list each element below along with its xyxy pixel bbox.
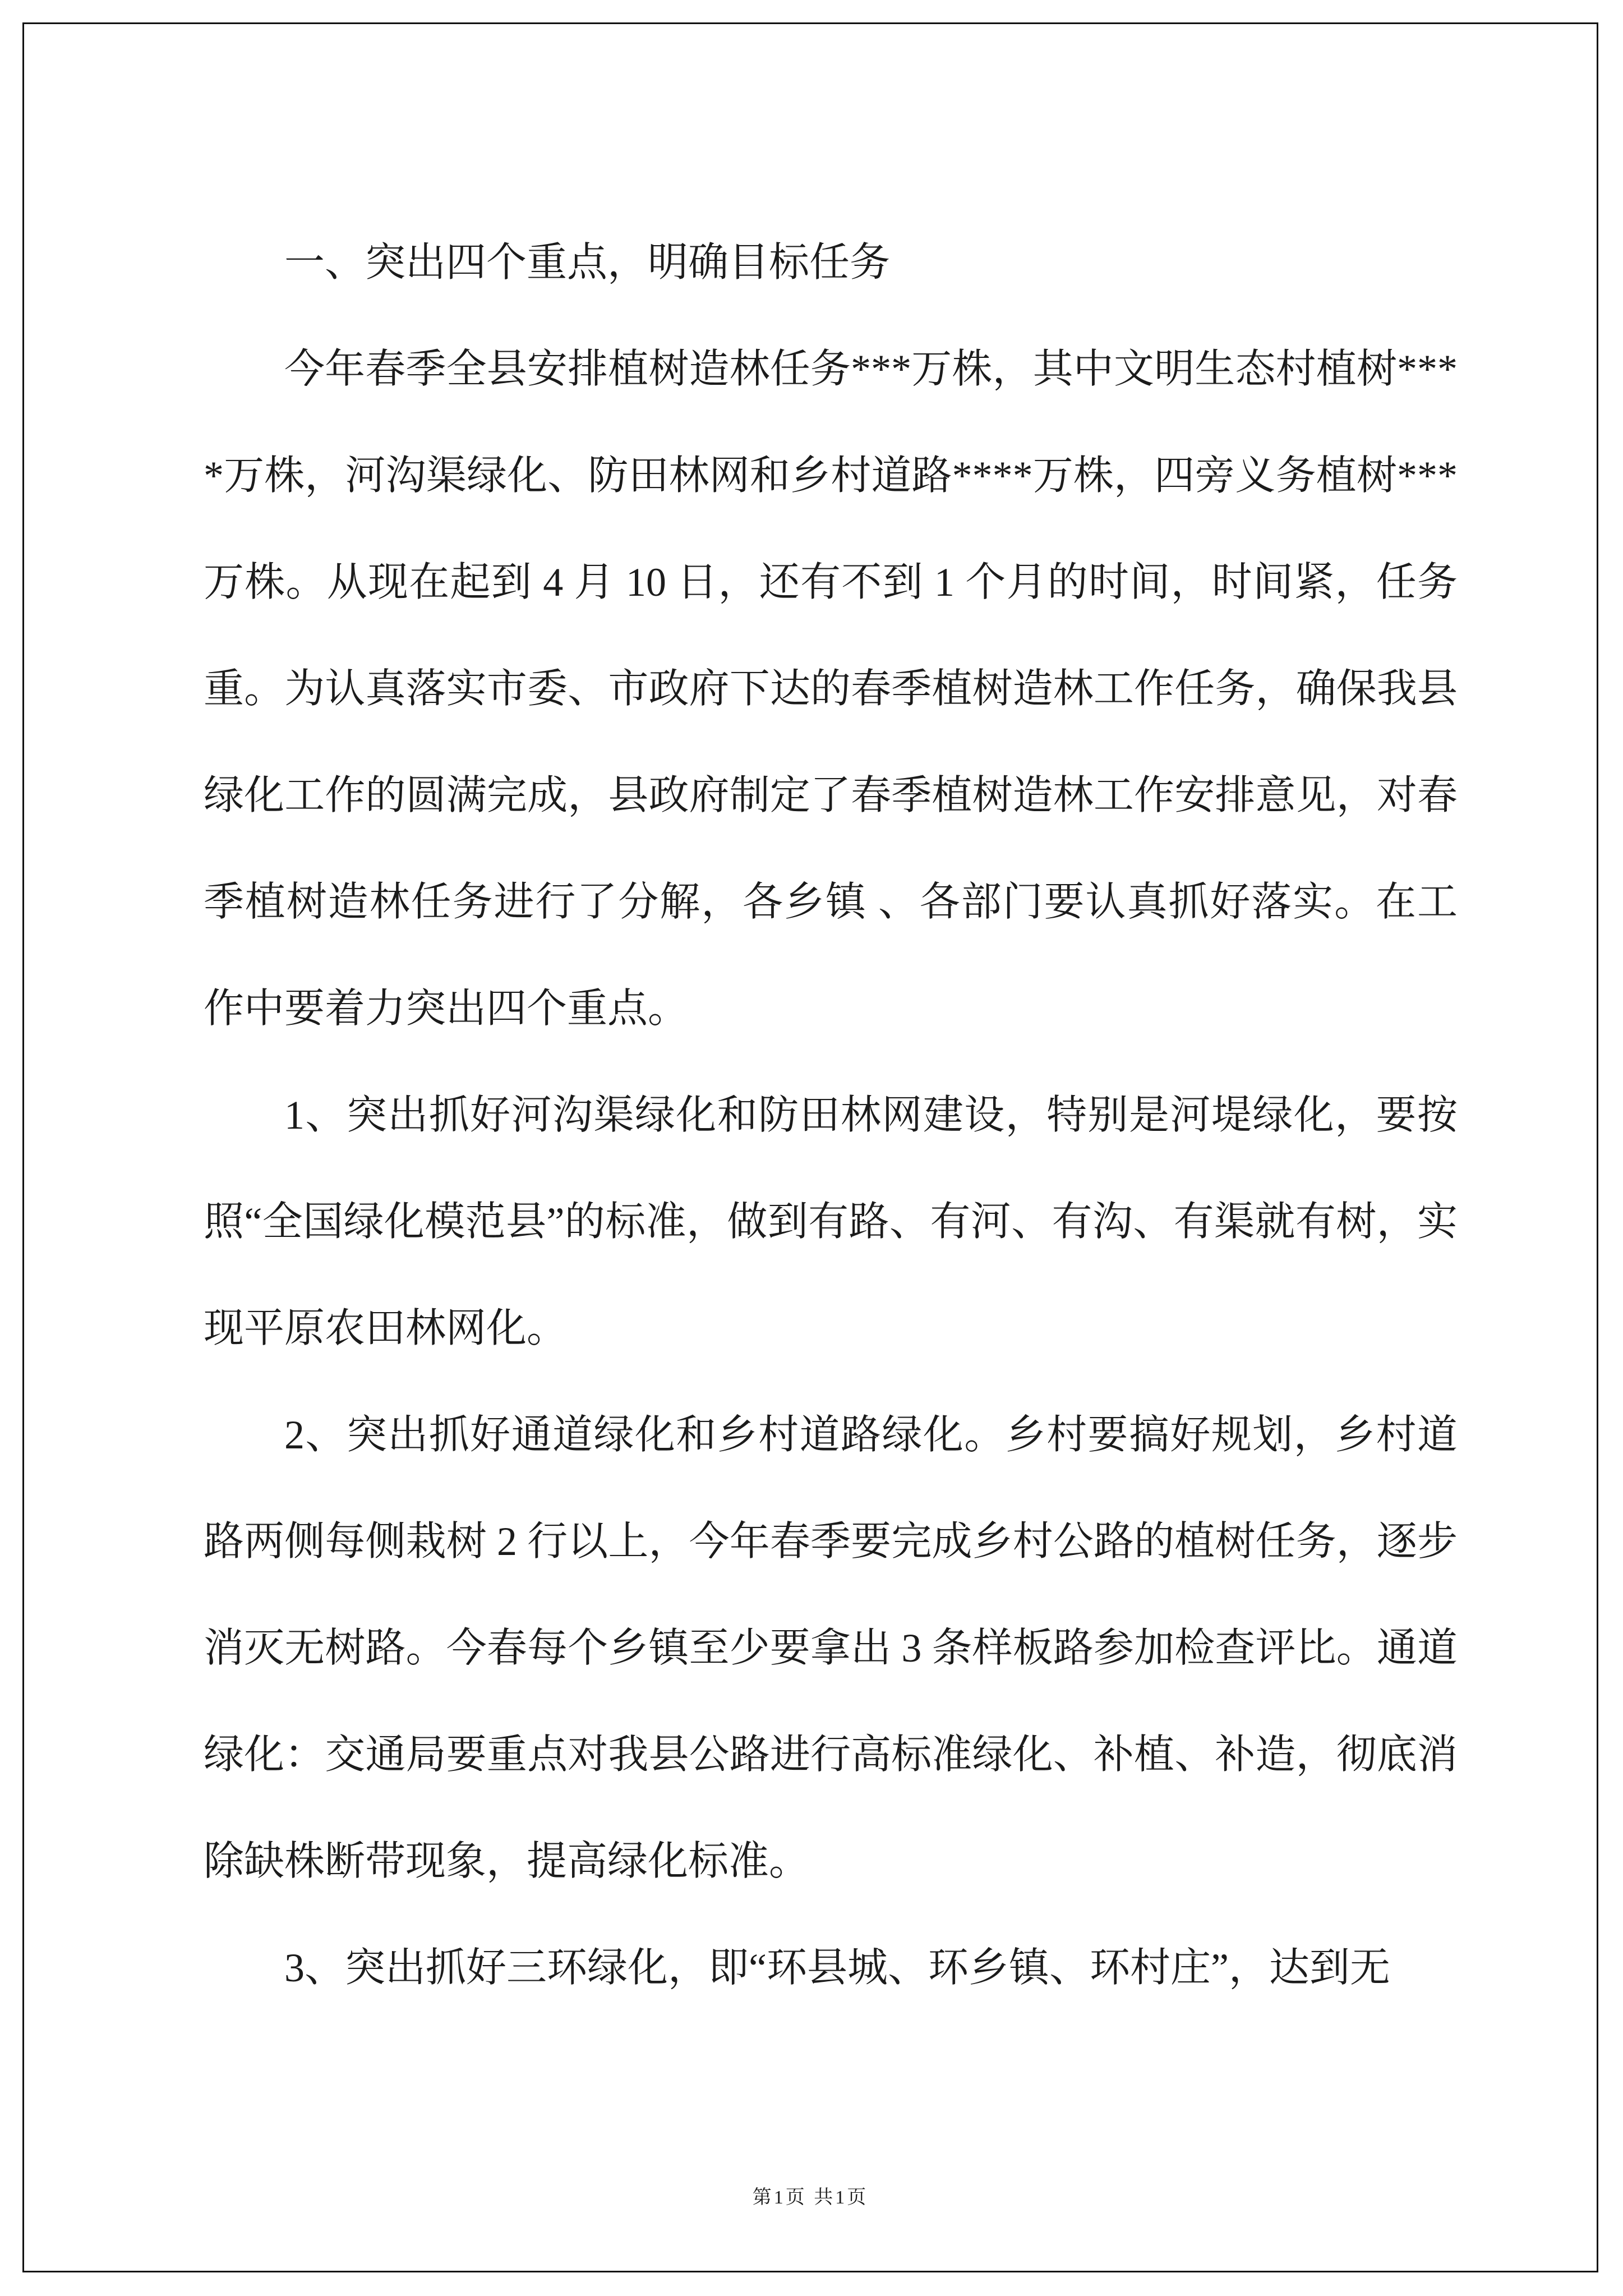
paragraph-point-2: 2、突出抓好通道绿化和乡村道路绿化。乡村要搞好规划，乡村道路两侧每侧栽树 2 行以上，今年春季要完成乡村公路的植树任务，逐步消灭无树路。今春每个乡镇至少要拿出 3 条样板路参加检查评比。通道绿化：交通局要重点对我县公路进行高标准绿化、补植、补造，彻底消除缺株断带现象，提高绿化标准。 xyxy=(204,1412,1458,1884)
paragraph-intro: 今年春季全县安排植树造林任务***万株，其中文明生态村植树****万株，河沟渠绿化、防田林网和乡村道路****万株，四旁义务植树***万株。从现在起到 4 月 10 日，还有不到 1 个月的时间，时间紧，任务重。为认真落实市委、市政府下达的春季植树造林工作任务，确保我县绿化工作的圆满完成，县政府制定了春季植树造林工作安排意见，对春季植树造林任务进行了分解，各乡镇 、各部门要认真抓好落实。在工作中要着力突出四个重点。 xyxy=(204,347,1458,1031)
section-heading: 一、突出四个重点，明确目标任务 xyxy=(284,240,891,285)
paragraph-point-3: 3、突出抓好三环绿化，即“环县城、环乡镇、环村庄”，达到无 xyxy=(284,1945,1390,1990)
page-number-footer: 第1页 共1页 xyxy=(752,2187,869,2208)
document-body xyxy=(204,209,1458,2021)
paragraph-point-1: 1、突出抓好河沟渠绿化和防田林网建设，特别是河堤绿化，要按照“全国绿化模范县”的标准，做到有路、有河、有沟、有渠就有树，实现平原农田林网化。 xyxy=(204,1093,1458,1351)
page-border xyxy=(22,22,1598,2272)
